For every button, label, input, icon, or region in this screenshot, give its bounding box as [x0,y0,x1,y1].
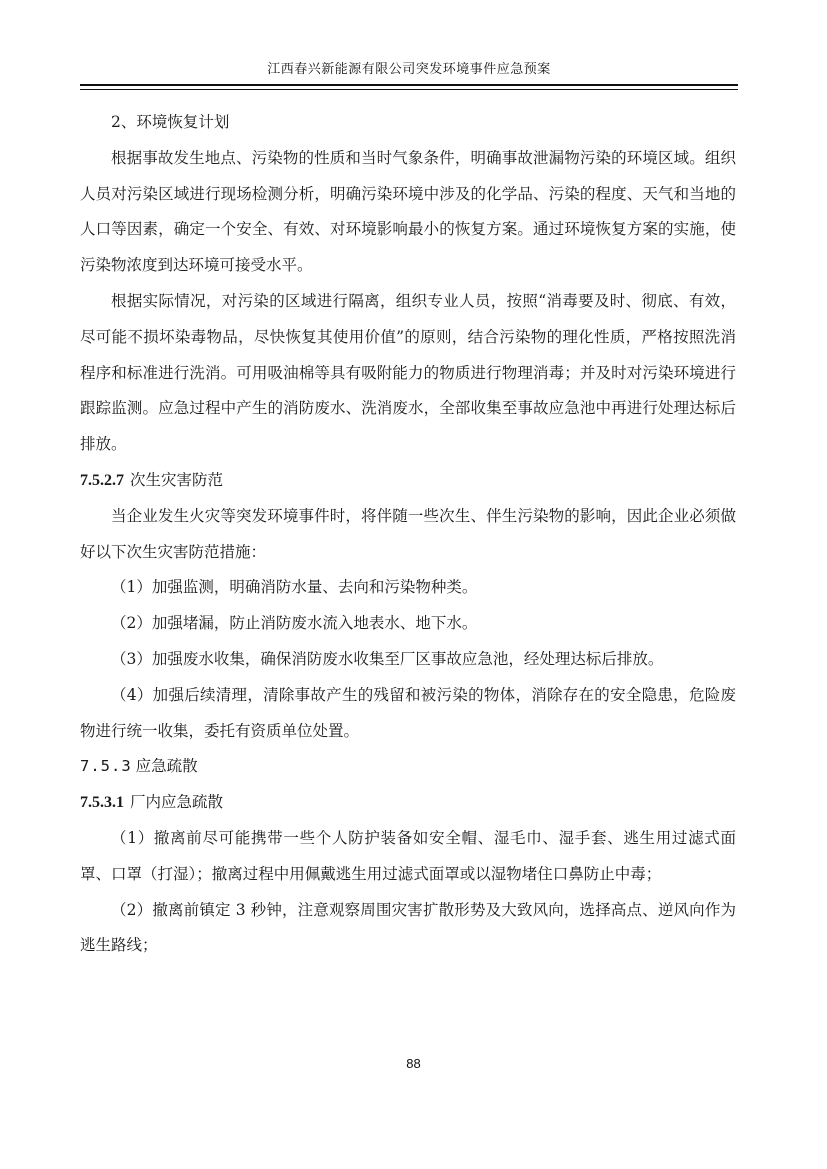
restore-plan-title: 2、环境恢复计划 [111,113,230,131]
header-divider-thin [80,89,738,90]
header-divider-thick [80,84,738,86]
section-7527-intro: 当企业发生火灾等突发环境事件时，将伴随一些次生、伴生污染物的影响，因此企业必须做好以下次生灾害防范措施： [80,506,736,561]
section-7527-heading [80,463,736,499]
section-7531-item: （2）撤离前镇定 3 秒钟，注意观察周围灾害扩散形势及大致风向，选择高点、逆风向作为逃生路线； [80,900,736,955]
section-7527-item: （1）加强监测，明确消防水量、去向和污染物种类。 [111,578,478,597]
restore-paragraph-1: 根据事故发生地点、污染物的性质和当时气象条件，明确事故泄漏物污染的环境区域。组织人员对污染区域进行现场检测分析，明确污染环境中涉及的化学品、污染的程度、天气和当地的人口等因素，确定一个安全、有效、对环境影响最小的恢复方案。通过环境恢复方案的实施，使污染物浓度到达环境可接受水平。 [80,148,736,275]
document-header: 江西春兴新能源有限公司突发环境事件应急预案 [267,62,551,77]
section-7531-heading [80,785,736,821]
section-753-number: 7.5.3 [80,757,132,776]
section-7527-number: 7.5.2.7 [80,471,124,489]
page-number: 88 [406,1056,421,1071]
section-7527-item: （3）加强废水收集，确保消防废水收集至厂区事故应急池，经处理达标后排放。 [111,649,664,668]
section-7527-item: （2）加强堵漏，防止消防废水流入地表水、地下水。 [111,614,478,633]
section-7531-title: 厂内应急疏散 [130,793,224,812]
section-7527-title: 次生灾害防范 [130,470,224,489]
section-753-heading [80,749,736,785]
restore-paragraph-2: 根据实际情况，对污染的区域进行隔离，组织专业人员，按照“消毒要及时、彻底、有效，尽可能不损坏染毒物品，尽快恢复其使用价值”的原则，结合污染物的理化性质，严格按照洗消程序和标准进行洗消。可用吸油棉等具有吸附能力的物质进行物理消毒；并及时对污染环境进行跟踪监测。应急过程中产生的消防废水、洗消废水，全部收集至事故应急池中再进行处理达标后排放。 [80,291,736,454]
page-body [80,105,736,964]
section-753-title: 应急疏散 [135,757,198,776]
section-7531-item: （1）撤离前尽可能携带一些个人防护装备如安全帽、湿毛巾、湿手套、逃生用过滤式面罩、口罩（打湿）；撤离过程中用佩戴逃生用过滤式面罩或以湿物堵住口鼻防止中毒； [80,828,736,883]
section-7531-number: 7.5.3.1 [80,794,124,812]
section-7527-item: （4）加强后续清理，清除事故产生的残留和被污染的物体，消除存在的安全隐患，危险废物进行统一收集，委托有资质单位处置。 [80,685,736,740]
